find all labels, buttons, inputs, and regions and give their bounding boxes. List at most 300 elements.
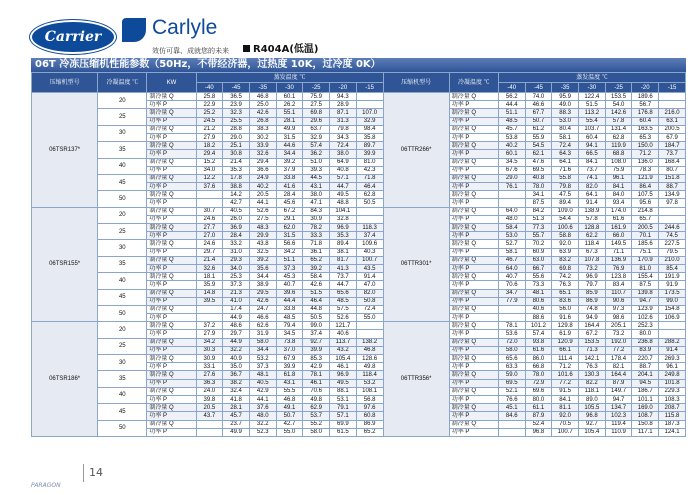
value-cell-right: 74.0 (525, 93, 552, 101)
value-cell-right: 210.0 (659, 256, 686, 264)
evap-temp-header: -15 (356, 83, 383, 93)
row-label-capacity-right: 制冷量 Q (449, 240, 498, 248)
value-cell-right: 76.9 (605, 264, 632, 272)
value-cell-right: 29.0 (498, 174, 525, 182)
value-cell: 25.2 (196, 109, 223, 117)
value-cell-right: 61.2 (525, 125, 552, 133)
value-cell: 29.1 (276, 215, 303, 223)
row-label-capacity-right: 制冷量 Q (449, 207, 498, 215)
value-cell: 104.1 (330, 207, 357, 215)
value-cell: 32.2 (249, 420, 276, 428)
value-cell-right: 108.7 (632, 412, 659, 420)
compressor-model-right: 06TTR301* (383, 207, 449, 322)
value-cell: 48.1 (249, 371, 276, 379)
table-row (32, 93, 686, 101)
value-cell-right: 70.5 (552, 420, 579, 428)
value-cell-right: 107.5 (632, 191, 659, 199)
value-cell: 42.7 (223, 199, 250, 207)
value-cell: 47.1 (303, 199, 330, 207)
condensing-temp: 20 (98, 207, 147, 223)
value-cell-right: 93.8 (525, 338, 552, 346)
value-cell-right: 51.5 (579, 101, 606, 109)
row-label-power: 功率 P (147, 264, 196, 272)
value-cell-right: 80.4 (552, 125, 579, 133)
value-cell: 60.8 (356, 412, 383, 420)
value-cell-right: 227.5 (659, 240, 686, 248)
carlyle-tagline: 效仿可靠、成就您的未来 (152, 47, 229, 55)
value-cell: 61.8 (276, 371, 303, 379)
value-cell: 29.0 (223, 133, 250, 141)
row-label-capacity: 制冷量 Q (147, 404, 196, 412)
row-label-capacity: 制冷量 Q (147, 256, 196, 264)
value-cell: 28.1 (276, 117, 303, 125)
row-label-power: 功率 P (147, 363, 196, 371)
row-label-capacity-right: 制冷量 Q (449, 256, 498, 264)
value-cell: 44.9 (223, 314, 250, 322)
table-row (32, 273, 686, 281)
value-cell: 65.2 (303, 256, 330, 264)
value-cell-right: 86.4 (632, 183, 659, 191)
value-cell-right: 170.9 (632, 256, 659, 264)
value-cell-right: 92.0 (552, 412, 579, 420)
value-cell-right: 79.8 (552, 183, 579, 191)
value-cell-right: 49.0 (552, 101, 579, 109)
value-cell: 62.0 (276, 224, 303, 232)
value-cell: 39.5 (196, 297, 223, 305)
value-cell-right: 288.2 (659, 338, 686, 346)
row-label-capacity-right: 制冷量 Q (449, 142, 498, 150)
value-cell-right: 77.9 (498, 297, 525, 305)
row-label-power: 功率 P (147, 215, 196, 223)
value-cell: 35.3 (330, 232, 357, 240)
condensing-temp: 35 (98, 142, 147, 158)
value-cell: 21.4 (223, 158, 250, 166)
value-cell: 44.9 (223, 338, 250, 346)
value-cell-right: 184.7 (659, 142, 686, 150)
value-cell: 12.2 (196, 174, 223, 182)
value-cell: 34.4 (249, 346, 276, 354)
value-cell: 51.1 (276, 256, 303, 264)
value-cell: 41.8 (223, 395, 250, 403)
value-cell: 98.4 (356, 125, 383, 133)
value-cell-right: 74.2 (552, 273, 579, 281)
value-cell-right: 118.4 (579, 240, 606, 248)
value-cell-right: 94.5 (632, 379, 659, 387)
value-cell: 28.1 (223, 404, 250, 412)
row-label-capacity: 制冷量 Q (147, 125, 196, 133)
value-cell: 105.4 (330, 355, 357, 363)
value-cell: 56.8 (356, 395, 383, 403)
value-cell: 58.0 (249, 338, 276, 346)
value-cell: 32.5 (249, 248, 276, 256)
value-cell-right: 48.0 (498, 215, 525, 223)
value-cell-right: 123.9 (632, 305, 659, 313)
row-label-power-right: 功率 P (449, 363, 498, 371)
value-cell-right: 62.2 (579, 232, 606, 240)
row-label-power: 功率 P (147, 248, 196, 256)
condensing-temp: 50 (98, 305, 147, 321)
value-cell: 26.8 (249, 117, 276, 125)
value-cell (196, 428, 223, 436)
value-cell-right: 123.8 (605, 273, 632, 281)
col-cond-header-right: 冷凝温度 ℃ (449, 73, 498, 93)
value-cell: 34.2 (276, 248, 303, 256)
value-cell: 34.4 (276, 150, 303, 158)
table-row (32, 256, 686, 264)
value-cell: 61.5 (330, 428, 357, 436)
value-cell: 92.7 (303, 338, 330, 346)
value-cell: 37.9 (276, 166, 303, 174)
value-cell-right: 75.9 (605, 166, 632, 174)
value-cell: 30.7 (196, 207, 223, 215)
value-cell-right: 65.6 (498, 355, 525, 363)
carlyle-logo (122, 16, 242, 56)
value-cell: 49.8 (303, 395, 330, 403)
table-row (32, 338, 686, 346)
value-cell: 40.8 (330, 166, 357, 174)
value-cell-right: 109.0 (552, 207, 579, 215)
row-label-capacity: 制冷量 Q (147, 109, 196, 117)
value-cell-right: 134.7 (605, 404, 632, 412)
value-cell-right: 65.1 (552, 289, 579, 297)
value-cell: 48.5 (276, 314, 303, 322)
value-cell: 22.9 (196, 101, 223, 109)
value-cell: 24.6 (196, 240, 223, 248)
value-cell: 42.9 (249, 387, 276, 395)
value-cell-right: 169.0 (632, 404, 659, 412)
value-cell: 35.3 (223, 166, 250, 174)
value-cell: 31.5 (276, 133, 303, 141)
value-cell: 38.1 (330, 248, 357, 256)
value-cell-right: 92.7 (579, 420, 606, 428)
value-cell: 23.9 (223, 101, 250, 109)
value-cell: 39.9 (356, 150, 383, 158)
row-label-power-right: 功率 P (449, 314, 498, 322)
value-cell-right: 100.6 (552, 224, 579, 232)
section-title: 06T 冷冻压缩机性能参数（50Hz，不带经济器，过热度 10K，过冷度 0K） (31, 58, 686, 72)
value-cell-right: 86.0 (525, 355, 552, 363)
value-cell: 31.0 (223, 248, 250, 256)
value-cell: 94.3 (330, 93, 357, 101)
value-cell-right: 73.7 (659, 150, 686, 158)
value-cell-right: 154.8 (659, 305, 686, 313)
value-cell-right: 63.1 (659, 117, 686, 125)
condensing-temp: 40 (98, 158, 147, 174)
value-cell: 91.4 (356, 273, 383, 281)
value-cell-right: 73.7 (579, 166, 606, 174)
value-cell-right: 142.6 (605, 109, 632, 117)
value-cell-right: 95.6 (632, 199, 659, 207)
evap-temp-header: -35 (552, 83, 579, 93)
value-cell: 35.9 (196, 281, 223, 289)
value-cell: 62.6 (249, 322, 276, 330)
value-cell: 49.9 (276, 125, 303, 133)
evap-temp-header: -40 (498, 83, 525, 93)
condensing-temp: 25 (98, 109, 147, 125)
value-cell: 35.8 (356, 133, 383, 141)
row-label-power-right: 功率 P (449, 199, 498, 207)
value-cell-right: 57.8 (605, 117, 632, 125)
value-cell-right: 58.1 (552, 133, 579, 141)
value-cell: 26.0 (223, 215, 250, 223)
value-cell-right: 34.5 (498, 158, 525, 166)
value-cell: 46.1 (330, 363, 357, 371)
value-cell-right: 120.9 (552, 338, 579, 346)
value-cell: 17.8 (223, 174, 250, 182)
row-label-power: 功率 P (147, 166, 196, 174)
table-row (32, 207, 686, 215)
value-cell: 40.5 (249, 379, 276, 387)
value-cell-right: 61.9 (552, 330, 579, 338)
value-cell: 32.8 (330, 215, 357, 223)
value-cell-right: 129.8 (552, 322, 579, 330)
value-cell-right: 117.1 (632, 428, 659, 436)
value-cell-right: 51.3 (525, 215, 552, 223)
value-cell-right: 53.0 (552, 117, 579, 125)
value-cell-right: 47.6 (525, 158, 552, 166)
value-cell-right: 81.0 (632, 264, 659, 272)
condensing-temp: 35 (98, 256, 147, 272)
value-cell-right: 98.6 (605, 314, 632, 322)
value-cell: 33.9 (249, 142, 276, 150)
value-cell: 65.6 (330, 289, 357, 297)
value-cell: 17.4 (223, 305, 250, 313)
value-cell-right: 142.1 (579, 355, 606, 363)
value-cell-right: 131.4 (605, 125, 632, 133)
row-label-power-right: 功率 P (449, 281, 498, 289)
value-cell-right: 53.0 (498, 232, 525, 240)
value-cell: 55.0 (356, 314, 383, 322)
row-label-capacity-right: 制冷量 Q (449, 371, 498, 379)
row-label-capacity: 制冷量 Q (147, 207, 196, 215)
value-cell: 43.5 (356, 264, 383, 272)
value-cell-right: 85.4 (659, 264, 686, 272)
value-cell-right: 94.7 (632, 297, 659, 305)
value-cell-right (498, 305, 525, 313)
value-cell-right: 214.8 (632, 207, 659, 215)
table-row (32, 404, 686, 412)
row-label-power: 功率 P (147, 314, 196, 322)
value-cell-right: 76.3 (552, 281, 579, 289)
value-cell-right: 86.9 (579, 297, 606, 305)
value-cell: 39.9 (303, 346, 330, 354)
value-cell-right: 96.9 (579, 273, 606, 281)
value-cell: 56.6 (276, 240, 303, 248)
value-cell-right: 164.4 (605, 371, 632, 379)
value-cell-right: 249.8 (659, 371, 686, 379)
condensing-temp: 25 (98, 338, 147, 354)
value-cell-right: 62.1 (525, 150, 552, 158)
value-cell-right: 200.5 (659, 125, 686, 133)
value-cell: 58.0 (303, 428, 330, 436)
row-label-power-right: 功率 P (449, 183, 498, 191)
row-label-capacity-right: 制冷量 Q (449, 305, 498, 313)
value-cell-right: 161.9 (605, 224, 632, 232)
value-cell-right: 91.4 (579, 199, 606, 207)
value-cell: 85.3 (303, 355, 330, 363)
value-cell-right: 57.4 (525, 330, 552, 338)
value-cell: 35.0 (223, 363, 250, 371)
value-cell: 97.6 (356, 404, 383, 412)
value-cell: 20.5 (249, 191, 276, 199)
value-cell-right: 52.7 (498, 240, 525, 248)
carlyle-name: Carlyle (152, 16, 218, 39)
value-cell: 38.0 (303, 191, 330, 199)
evap-temp-header: -30 (579, 83, 606, 93)
value-cell-right: 69.5 (498, 379, 525, 387)
value-cell: 18.2 (196, 142, 223, 150)
value-cell (356, 330, 383, 338)
value-cell: 52.6 (249, 207, 276, 215)
row-label-capacity: 制冷量 Q (147, 158, 196, 166)
value-cell-right: 77.2 (605, 346, 632, 354)
value-cell: 64.9 (330, 158, 357, 166)
value-cell: 29.4 (249, 158, 276, 166)
evap-temp-header: -25 (303, 83, 330, 93)
value-cell: 32.6 (249, 150, 276, 158)
compressor-model: 06TSR155* (32, 207, 98, 322)
value-cell: 62.9 (303, 404, 330, 412)
value-cell-right: 61.6 (605, 215, 632, 223)
value-cell-right: 96.8 (525, 428, 552, 436)
row-label-capacity-right: 制冷量 Q (449, 273, 498, 281)
col-kw-header: KW (147, 73, 196, 93)
value-cell: 52.6 (330, 314, 357, 322)
row-label-capacity: 制冷量 Q (147, 322, 196, 330)
row-label-power-right: 功率 P (449, 428, 498, 436)
value-cell: 29.6 (303, 117, 330, 125)
value-cell: 44.7 (330, 183, 357, 191)
value-cell: 28.9 (330, 101, 357, 109)
row-label-capacity-right: 制冷量 Q (449, 174, 498, 182)
row-label-power-right: 功率 P (449, 412, 498, 420)
value-cell: 69.9 (330, 420, 357, 428)
value-cell: 69.8 (303, 109, 330, 117)
value-cell: 45.6 (276, 199, 303, 207)
value-cell-right: 40.2 (498, 142, 525, 150)
value-cell: 81.7 (330, 256, 357, 264)
value-cell: 96.9 (330, 371, 357, 379)
condensing-temp: 30 (98, 125, 147, 141)
value-cell: 87.1 (330, 109, 357, 117)
value-cell: 51.5 (303, 289, 330, 297)
value-cell: 30.9 (303, 215, 330, 223)
value-cell: 23.7 (223, 420, 250, 428)
value-cell: 72.4 (330, 142, 357, 150)
value-cell-right: 83.2 (552, 256, 579, 264)
value-cell: 44.5 (303, 174, 330, 182)
value-cell: 47.0 (356, 281, 383, 289)
evap-temp-header: -25 (605, 83, 632, 93)
value-cell-right: 56.2 (498, 93, 525, 101)
row-label-capacity: 制冷量 Q (147, 93, 196, 101)
value-cell-right: 89.4 (552, 199, 579, 207)
value-cell: 40.7 (276, 281, 303, 289)
row-label-capacity: 制冷量 Q (147, 420, 196, 428)
value-cell-right: 78.1 (498, 322, 525, 330)
value-cell: 43.7 (196, 412, 223, 420)
row-label-power-right: 功率 P (449, 297, 498, 305)
table-row (32, 355, 686, 363)
col-model-header-right: 压缩机型号 (383, 73, 449, 93)
value-cell-right: 74.5 (659, 232, 686, 240)
value-cell: 30.9 (196, 355, 223, 363)
value-cell: 128.6 (356, 355, 383, 363)
value-cell-right: 168.4 (659, 158, 686, 166)
value-cell-right: 87.5 (632, 281, 659, 289)
footer-brand: PARAGON (31, 482, 61, 489)
condensing-temp: 20 (98, 322, 147, 338)
value-cell: 53.2 (249, 355, 276, 363)
value-cell: 107.0 (356, 109, 383, 117)
row-label-power: 功率 P (147, 395, 196, 403)
value-cell: 34.3 (330, 133, 357, 141)
value-cell-right: 138.9 (579, 207, 606, 215)
value-cell: 29.5 (249, 289, 276, 297)
row-label-power: 功率 P (147, 232, 196, 240)
value-cell-right: 71.3 (579, 346, 606, 354)
table-row (32, 224, 686, 232)
table-row (32, 174, 686, 182)
value-cell-right: 75.1 (632, 248, 659, 256)
page-header (0, 0, 700, 62)
value-cell-right: 63.3 (498, 363, 525, 371)
row-label-power-right: 功率 P (449, 232, 498, 240)
value-cell: 55.0 (276, 428, 303, 436)
value-cell-right: 69.5 (525, 166, 552, 174)
value-cell-right: 97.3 (605, 305, 632, 313)
value-cell: 55.5 (276, 387, 303, 395)
value-cell-right: 87.9 (605, 379, 632, 387)
value-cell: 44.1 (249, 199, 276, 207)
value-cell-right: 88.7 (632, 363, 659, 371)
value-cell-right: 95.9 (552, 93, 579, 101)
value-cell-right: 192.0 (605, 338, 632, 346)
value-cell: 32.4 (223, 387, 250, 395)
value-cell: 24.5 (196, 117, 223, 125)
row-label-capacity: 制冷量 Q (147, 338, 196, 346)
value-cell-right: 94.1 (579, 142, 606, 150)
value-cell: 50.5 (356, 199, 383, 207)
value-cell: 72.4 (356, 305, 383, 313)
value-cell: 21.3 (223, 289, 250, 297)
value-cell-right: 189.6 (632, 93, 659, 101)
row-label-capacity: 制冷量 Q (147, 224, 196, 232)
col-model-header: 压缩机型号 (32, 73, 98, 93)
condensing-temp: 40 (98, 273, 147, 289)
value-cell: 41.6 (276, 183, 303, 191)
value-cell-right: 55.9 (525, 133, 552, 141)
row-label-power: 功率 P (147, 117, 196, 125)
value-cell-right: 57.8 (579, 215, 606, 223)
value-cell: 43.2 (330, 346, 357, 354)
value-cell-right: 67.7 (525, 109, 552, 117)
value-cell-right: 82.0 (579, 183, 606, 191)
value-cell: 53.2 (356, 379, 383, 387)
value-cell-right: 150.8 (632, 420, 659, 428)
row-label-power: 功率 P (147, 281, 196, 289)
row-label-capacity-right: 制冷量 Q (449, 109, 498, 117)
value-cell-right: 101.2 (525, 322, 552, 330)
value-cell-right: 269.3 (659, 355, 686, 363)
row-label-power: 功率 P (147, 330, 196, 338)
value-cell-right: 67.3 (579, 248, 606, 256)
value-cell-right: 220.7 (632, 355, 659, 363)
value-cell-right: 73.2 (605, 330, 632, 338)
value-cell: 70.6 (303, 387, 330, 395)
row-label-capacity: 制冷量 Q (147, 387, 196, 395)
value-cell-right: 119.9 (605, 142, 632, 150)
